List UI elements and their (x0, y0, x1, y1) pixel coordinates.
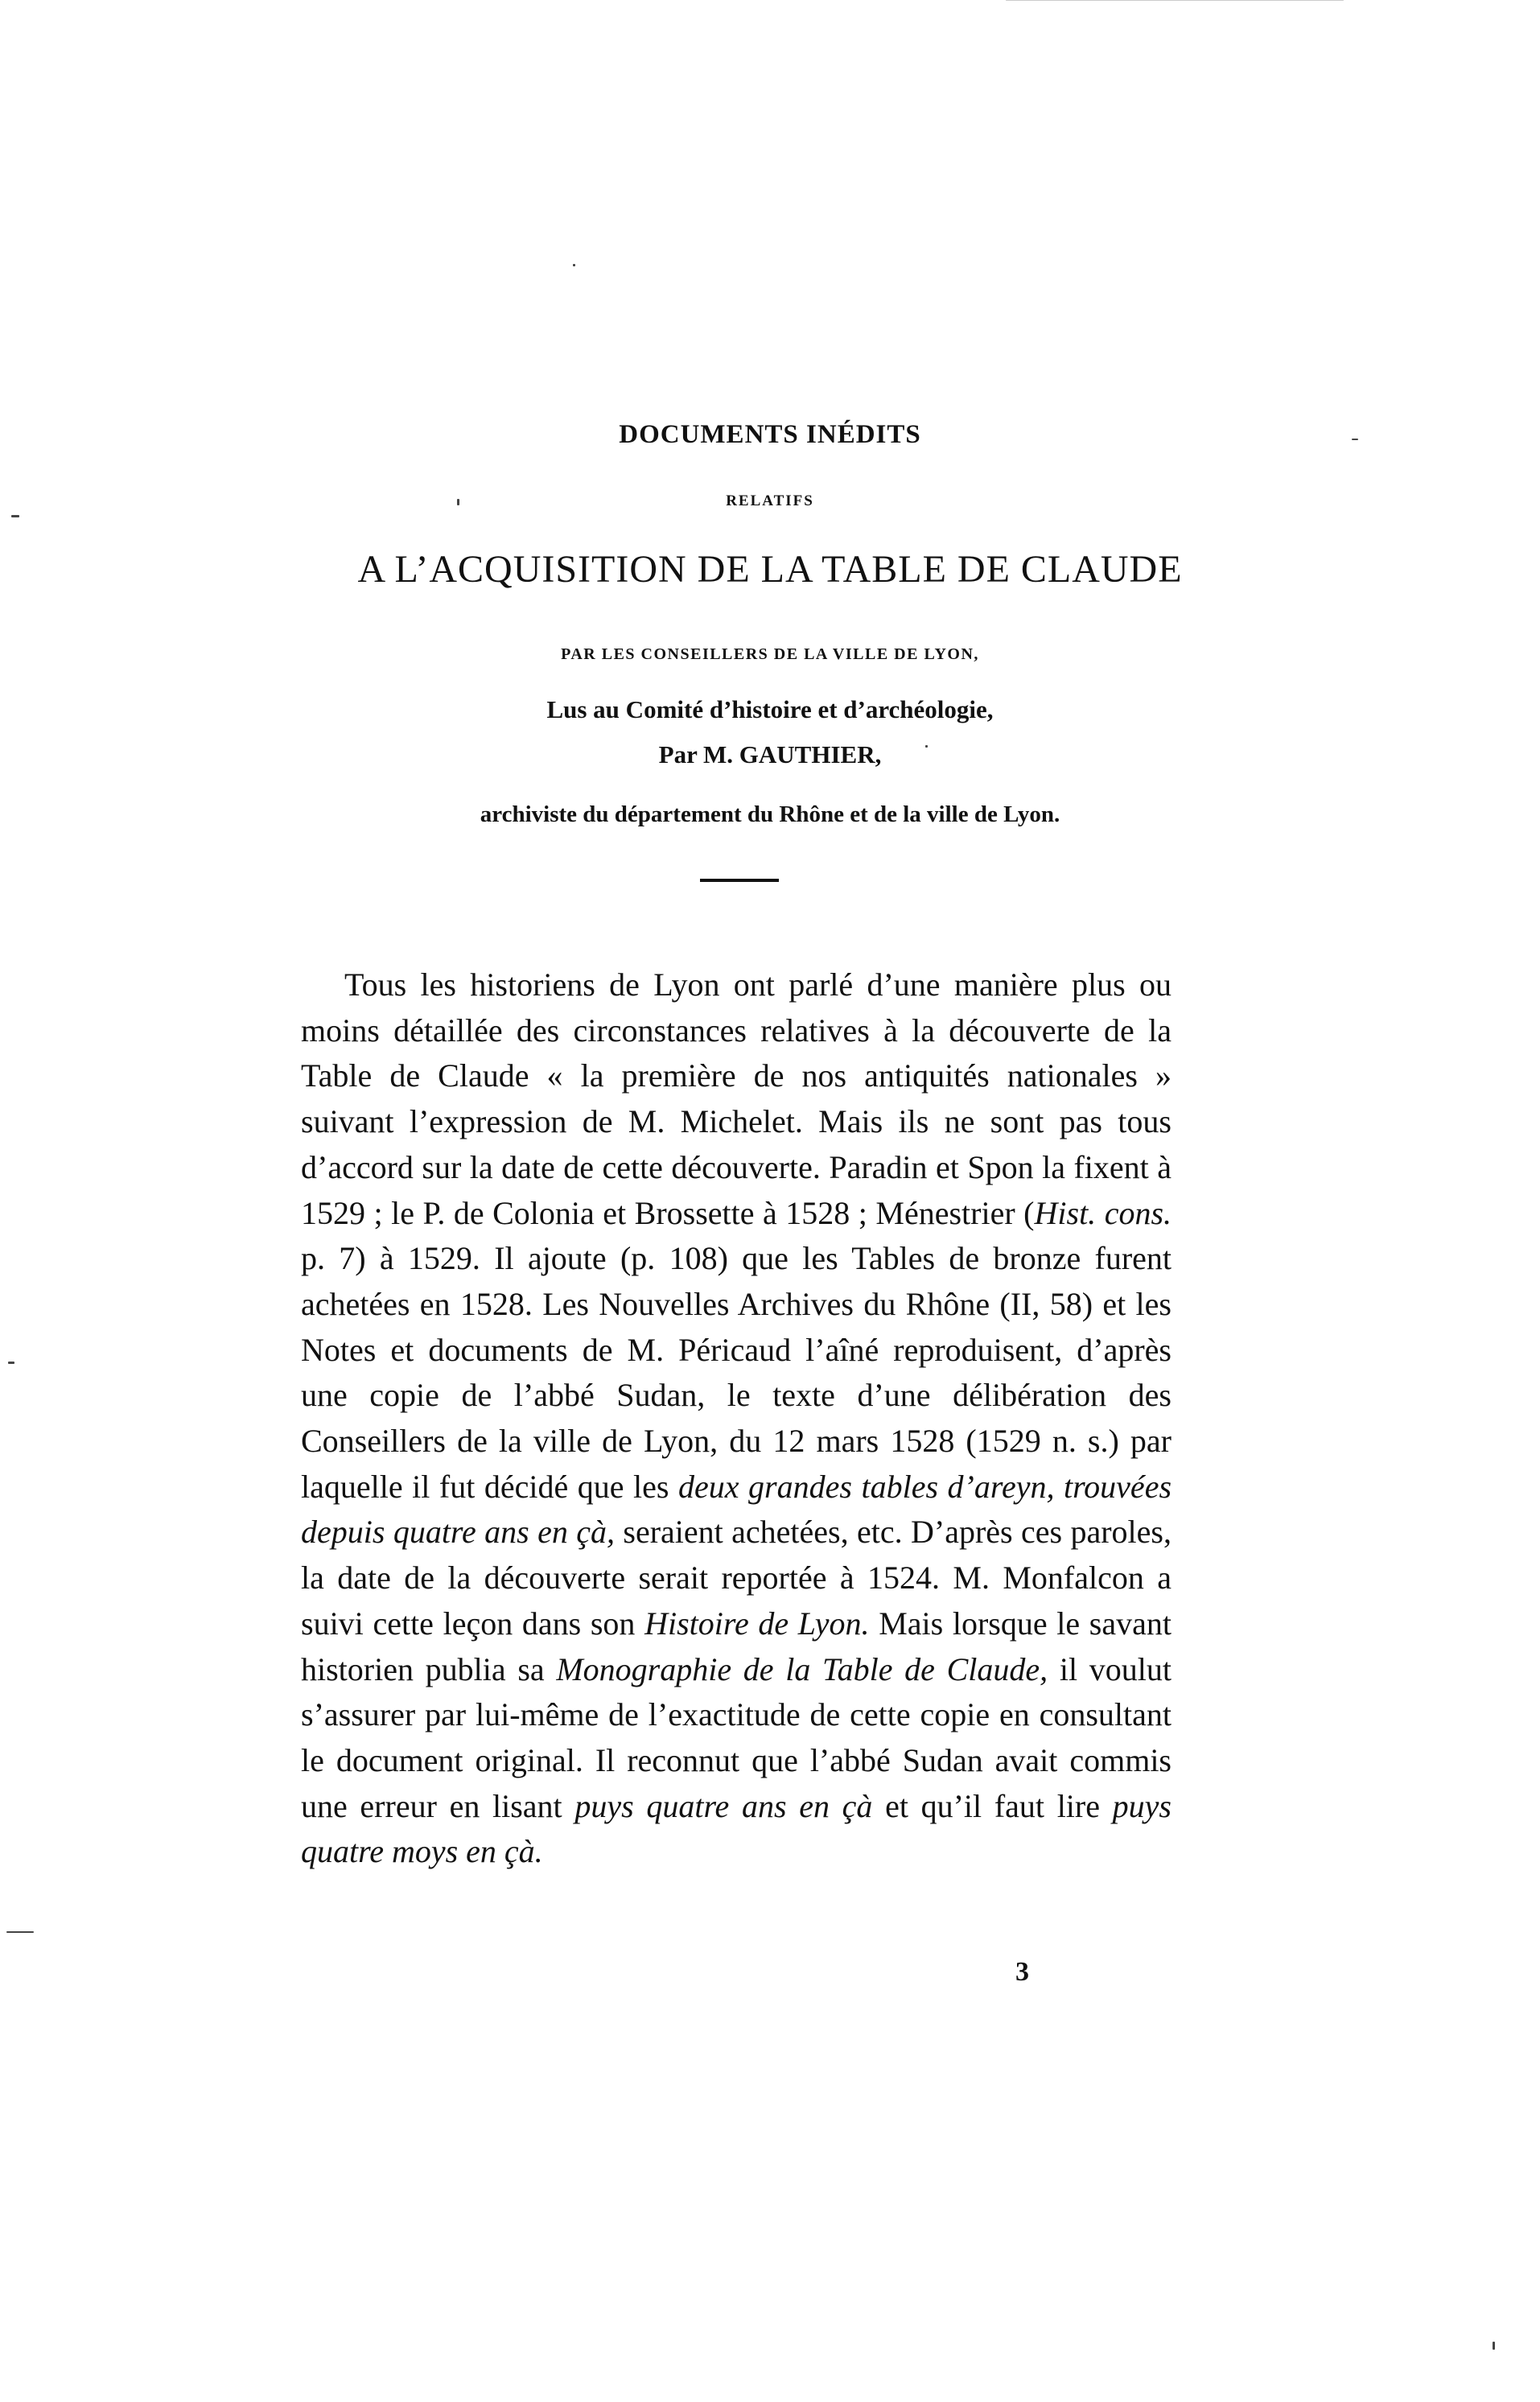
scan-speck (1006, 0, 1344, 1)
body-text-segment: seraient achetées, etc. D’après ces paroles, la date de la découverte serait reportée à 1524. M. Monfalcon a suivi cette leçon dans son (301, 1514, 1171, 1642)
body-italic-segment: Monographie de la Table de Claude, (556, 1650, 1048, 1687)
section-divider (700, 879, 779, 882)
body-text-segment: il voulut s’assurer par lui-même de l’exactitude de cette copie en consultant le document original. Il reconnut que l’abbé Sudan avait commis une erreur en lisant (301, 1650, 1172, 1824)
scan-speck (1493, 2342, 1495, 2350)
byline-author: Par M. GAUTHIER, (658, 740, 882, 768)
body-text-segment: et qu’il faut lire (872, 1787, 1113, 1824)
body-text-segment: Mais lorsque le savant historien publia sa (301, 1605, 1171, 1687)
heading-documents-inedits: DOCUMENTS INÉDITS (619, 420, 921, 449)
scan-speck (925, 745, 928, 748)
body-italic-segment: Hist. cons. (1034, 1194, 1172, 1231)
body-italic-segment: deux grandes tables d’areyn, trouvées depuis quatre ans en çà, (301, 1468, 1172, 1551)
scan-speck (1352, 439, 1358, 440)
body-paragraph (301, 962, 1171, 1875)
scan-speck (6, 1931, 34, 1933)
byline-read-at: Lus au Comité d’histoire et d’archéologie, (546, 695, 994, 723)
scan-speck (457, 499, 459, 505)
scan-speck (573, 264, 575, 266)
scan-speck (8, 1362, 14, 1364)
heading-relatifs: RELATIFS (726, 492, 814, 509)
body-text-segment: Tous les historiens de Lyon ont parlé d’une manière plus ou moins détaillée des circonstances relatives à la découverte de la Table de Claude « la première de nos antiquités nationales » suivant l’expression de M. Michelet. Mais ils ne sont pas tous d’accord sur la date de cette découverte. Paradin et Spon la fixent à 1529 ; le P. de Colonia et Brossette à 1528 ; Ménestrier ( (301, 966, 1171, 1231)
body-italic-segment: puys quatre ans en çà (574, 1787, 873, 1824)
body-italic-segment: Histoire de Lyon. (644, 1605, 870, 1642)
heading-subtitle: PAR LES CONSEILLERS DE LA VILLE DE LYON, (561, 645, 979, 663)
page-number: 3 (1015, 1957, 1029, 1987)
scan-speck (11, 515, 19, 517)
body-text-segment: p. 7) à 1529. Il ajoute (p. 108) que les Tables de bronze furent achetées en 1528. Les Nouvelles Archives du Rhône (II, 58) et les Notes et documents de M. Péricaud l’aîné reproduisent, d’après une copie de l’abbé Sudan, le texte d’une délibération des Conseillers de la ville de Lyon, du 12 mars 1528 (1529 n. s.) par laquelle il fut décidé que les (301, 1240, 1171, 1505)
body-italic-segment: puys quatre moys en çà. (301, 1787, 1171, 1870)
byline-author-title: archiviste du département du Rhône et de la ville de Lyon. (480, 801, 1060, 827)
heading-main-title: A L’ACQUISITION DE LA TABLE DE CLAUDE (357, 548, 1183, 591)
